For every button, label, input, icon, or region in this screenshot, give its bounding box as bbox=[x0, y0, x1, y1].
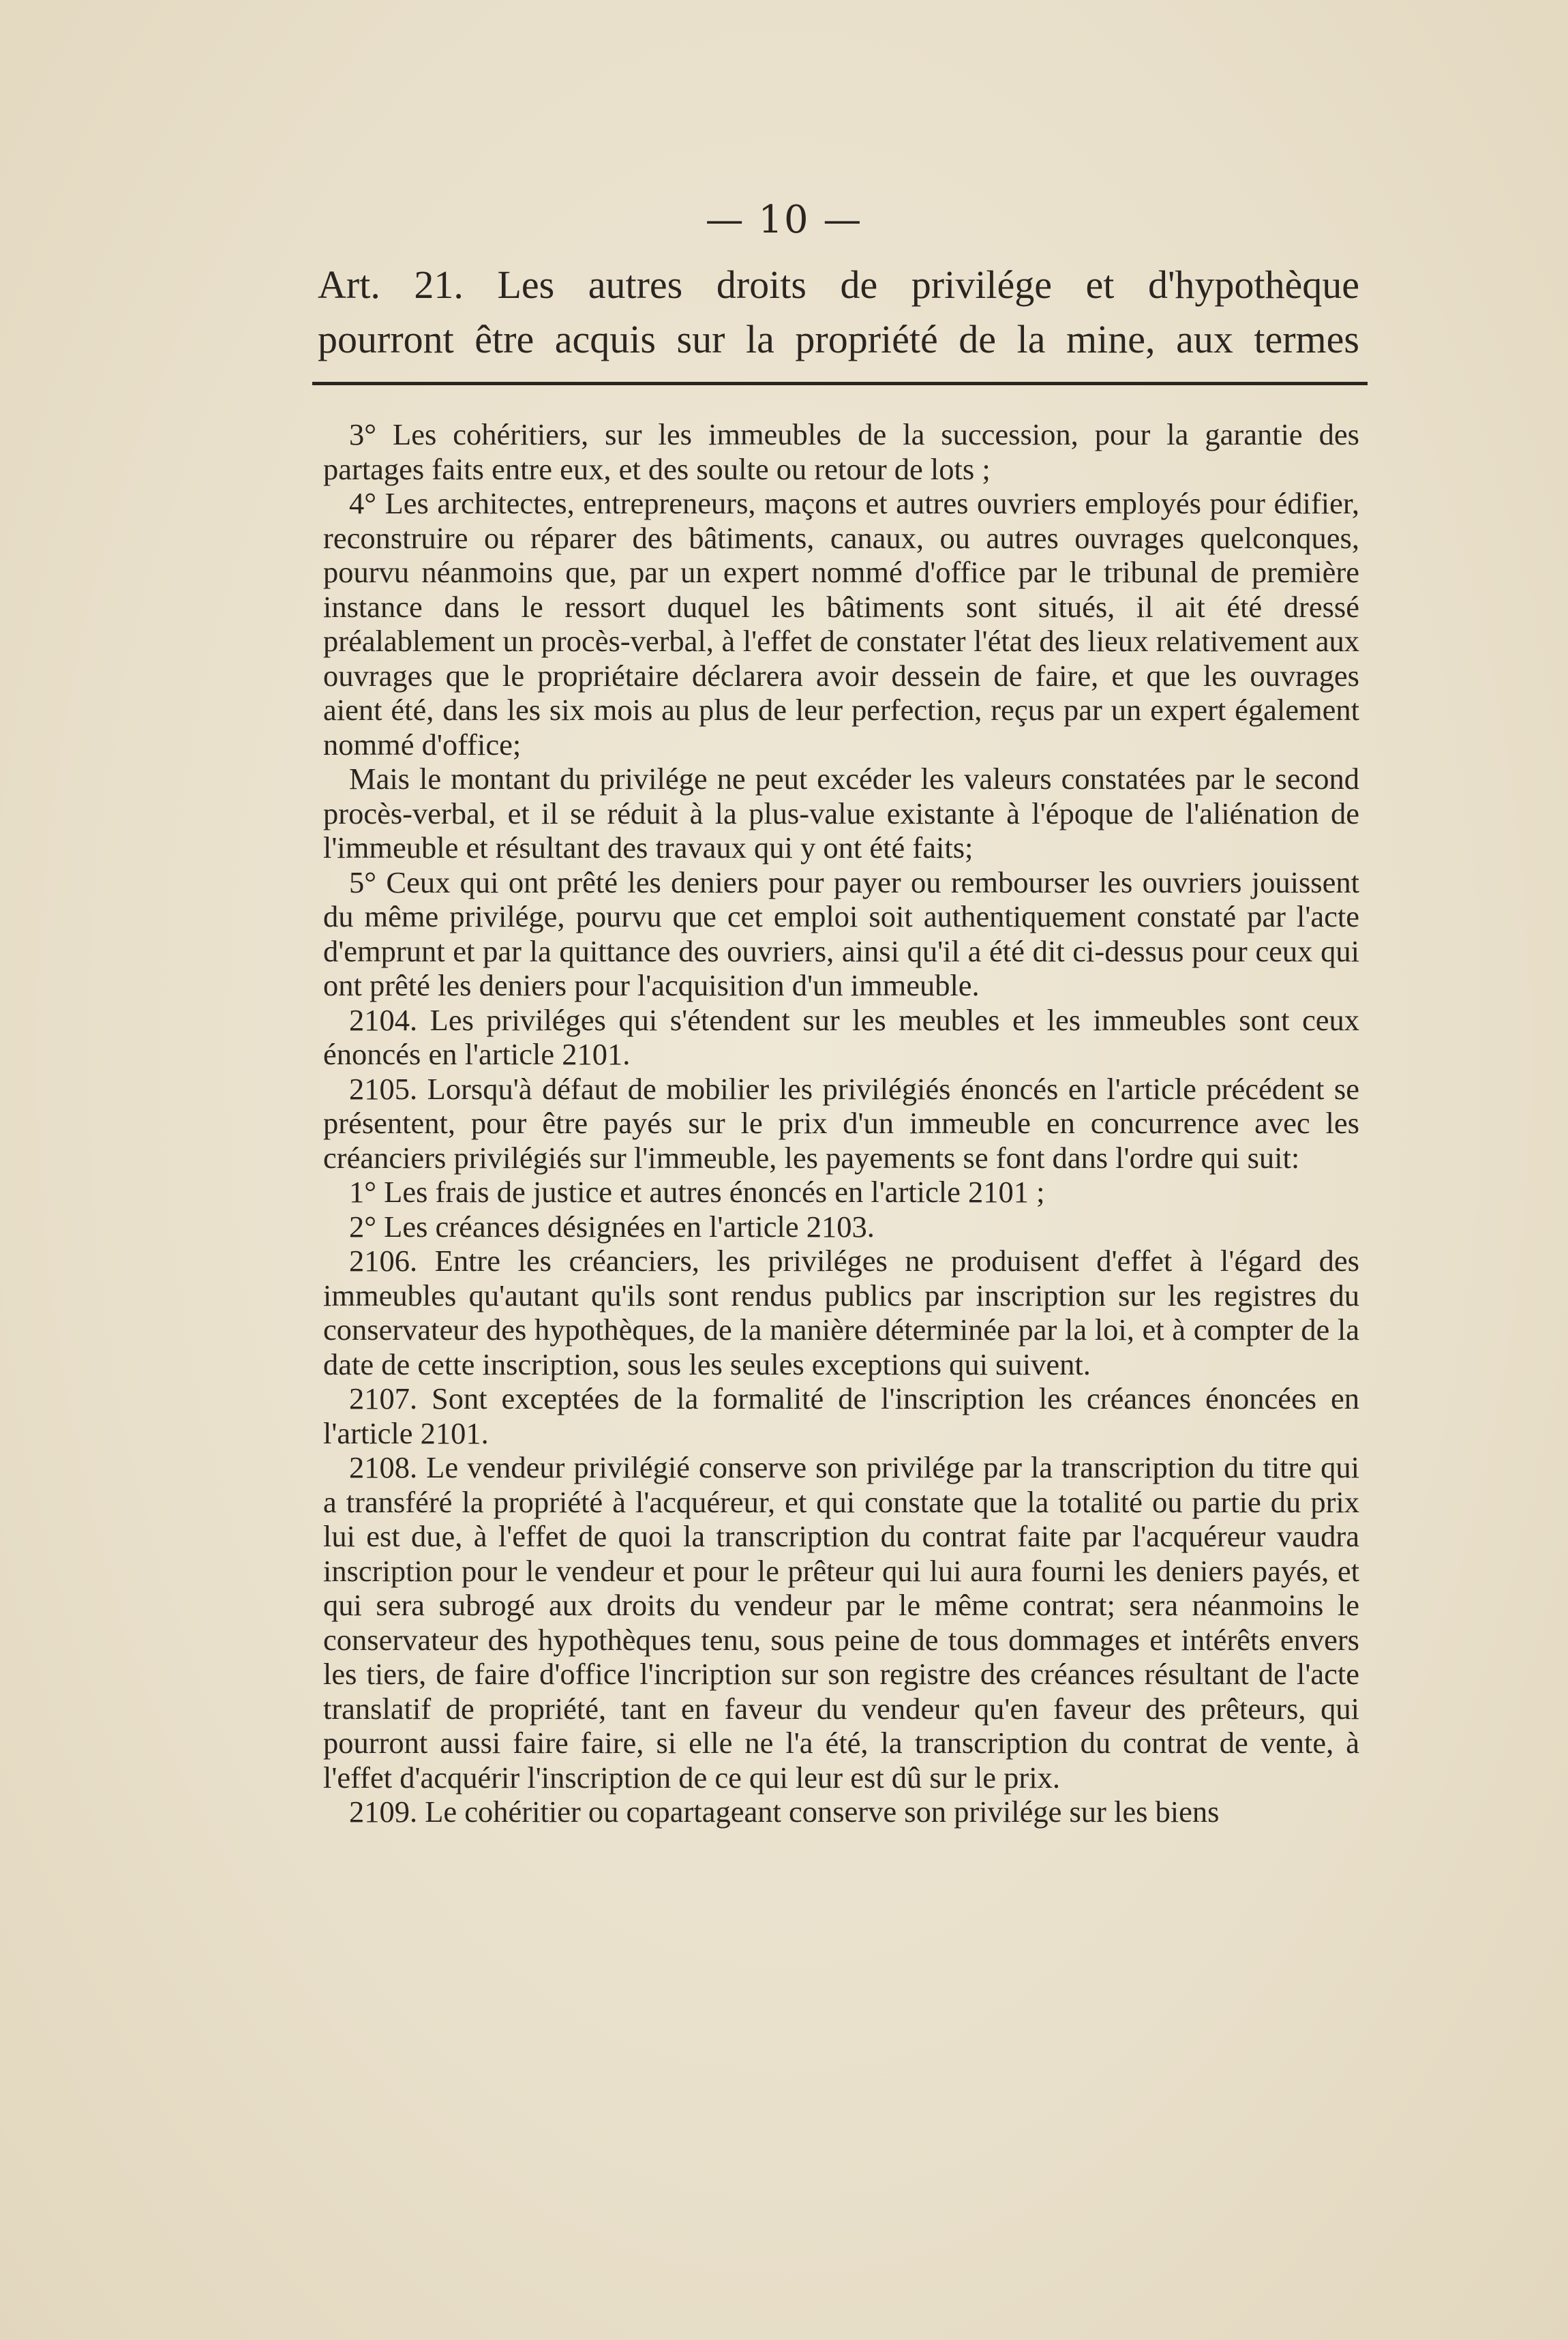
footnote-paragraph: 2104. Les priviléges qui s'étendent sur les meubles et les immeubles sont ceux énoncés en l'article 2101. bbox=[323, 1002, 1359, 1071]
footnote-separator bbox=[312, 382, 1368, 385]
article-21-text bbox=[318, 258, 1359, 367]
footnote-paragraph: 2109. Le cohéritier ou copartageant conserve son privilége sur les biens bbox=[349, 1795, 1220, 1829]
footnote-paragraph: 4° Les architectes, entrepreneurs, maçons et autres ouvriers employés pour édifier, reconstruire ou réparer des bâtiments, canaux, ou autres ouvrages quelconques, pourvu néanmoins que, par un expert nommé d'office par le tribunal de première instance dans le ressort duquel les bâtiments sont situés, il ait été dressé préalablement un procès-verbal, à l'effet de constater l'état des lieux relativement aux ouvrages que le propriétaire déclarera avoir dessein de faire, et que les ouvrages aient été, dans les six mois au plus de leur perfection, reçus par un expert également nommé d'office; bbox=[323, 486, 1359, 762]
footnote-paragraph: 2105. Lorsqu'à défaut de mobilier les privilégiés énoncés en l'article précédent se présentent, pour être payés sur le prix d'un immeuble en concurrence avec les créanciers privilégiés sur l'immeuble, les payements se font dans l'ordre qui suit: bbox=[323, 1071, 1359, 1175]
footnote-paragraph: Mais le montant du privilége ne peut excéder les valeurs constatées par le second procès-verbal, et il se réduit à la plus-value existante à l'époque de l'aliénation de l'immeuble et résultant des travaux qui y ont été faits; bbox=[323, 762, 1359, 865]
footnote-paragraph: 3° Les cohéritiers, sur les immeubles de la succession, pour la garantie des partages faits entre eux, et des soulte ou retour de lots ; bbox=[323, 417, 1359, 486]
footnote-paragraph: 2° Les créances désignées en l'article 2103. bbox=[349, 1209, 875, 1244]
footnote-paragraph: 5° Ceux qui ont prêté les deniers pour payer ou rembourser les ouvriers jouissent du même privilége, pourvu que cet emploi soit authentiquement constaté par l'acte d'emprunt et par la quittance des ouvriers, ainsi qu'il a été dit ci-dessus pour ceux qui ont prêté les deniers pour l'acquisition d'un immeuble. bbox=[323, 865, 1359, 1002]
page-number: — 10 — bbox=[705, 198, 863, 242]
footnote-paragraph: 2107. Sont exceptées de la formalité de l'inscription les créances énoncées en l'article 2101. bbox=[323, 1381, 1359, 1450]
footnote-paragraph: 1° Les frais de justice et autres énoncés en l'article 2101 ; bbox=[349, 1175, 1045, 1209]
footnote-block bbox=[323, 417, 1359, 1829]
article-21-line-2: pourront être acquis sur la propriété de la mine, aux termes bbox=[318, 317, 1359, 361]
footnote-paragraph: 2108. Le vendeur privilégié conserve son privilége par la transcription du titre qui a transféré la propriété à l'acquéreur, et qui constate que la totalité ou partie du prix lui est due, à l'effet de quoi la transcription du contrat faite par l'acquéreur vaudra inscription pour le vendeur et pour le prêteur qui lui aura fourni les deniers payés, et qui sera subrogé aux droits du vendeur par le même contrat; sera néanmoins le conservateur des hypothèques tenu, sous peine de tous dommages et intérêts envers les tiers, de faire d'office l'incription sur son registre des créances résultant de l'acte translatif de propriété, tant en faveur du vendeur qu'en faveur des prêteurs, qui pourront aussi faire faire, si elle ne l'a été, la transcription du contrat de vente, à l'effet d'acquérir l'inscription de ce qui leur est dû sur le prix. bbox=[323, 1450, 1359, 1795]
article-21-line-1: Art. 21. Les autres droits de privilége et d'hypothèque bbox=[318, 262, 1359, 307]
footnote-paragraph: 2106. Entre les créanciers, les priviléges ne produisent d'effet à l'égard des immeubles qu'autant qu'ils sont rendus publics par inscription sur les registres du conservateur des hypothèques, de la manière déterminée par la loi, et à compter de la date de cette inscription, sous les seules exceptions qui suivent. bbox=[323, 1244, 1359, 1381]
